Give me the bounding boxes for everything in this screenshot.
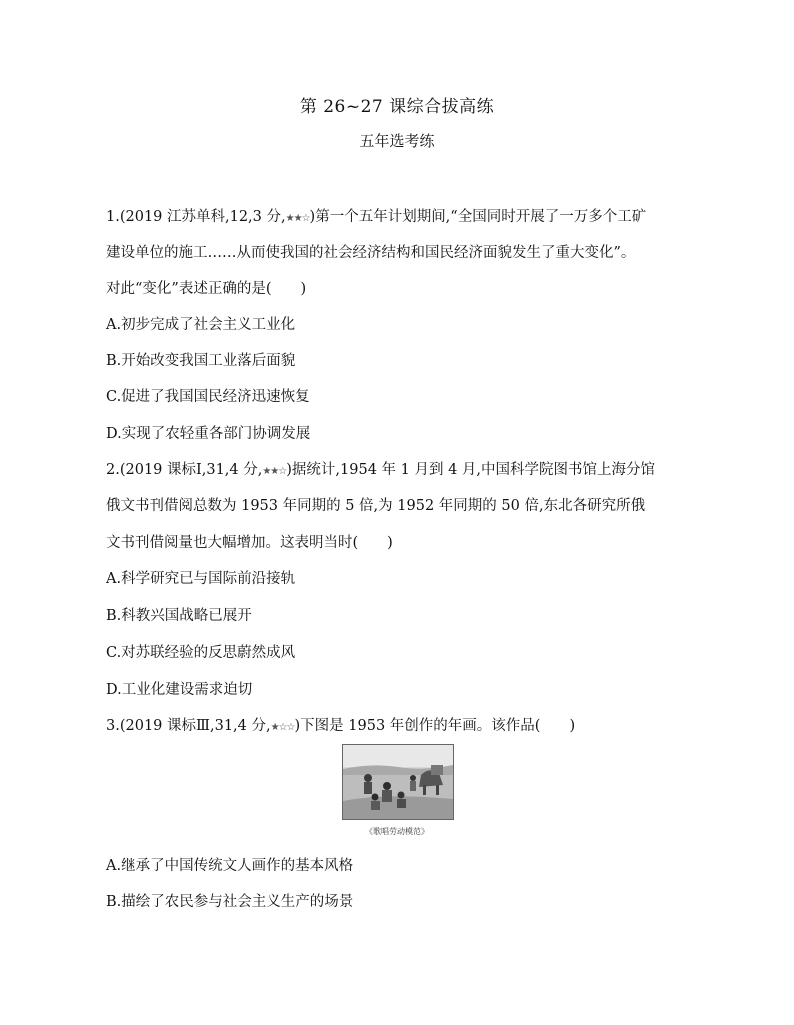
question-2-option-b[interactable]: B.科教兴国战略已展开 [106,608,252,624]
question-1-source: 1.(2019 江苏单科,12,3 分, [106,209,286,225]
question-1-stem [106,207,646,229]
question-2-option-d[interactable]: D.工业化建设需求迫切 [106,682,253,698]
question-3-stem [106,716,575,738]
question-1-option-a[interactable]: A.初步完成了社会主义工业化 [106,317,296,333]
new-year-painting-image [342,744,454,820]
question-2-line-2: 俄文书刊借阅总数为 1953 年同期的 5 倍,为 1952 年同期的 50 倍,东北各研究所俄 [106,498,646,514]
question-1-line-2: 建设单位的施工……从而使我国的社会经济结构和国民经济面貌发生了重大变化”。 [106,245,636,261]
question-1-option-c[interactable]: C.促进了我国国民经济迅速恢复 [106,389,310,405]
page-title: 第 26~27 课综合拔高练 [299,97,495,117]
question-1-option-d[interactable]: D.实现了农轻重各部门协调发展 [106,426,311,442]
question-2-source: 2.(2019 课标Ⅰ,31,4 分, [106,462,263,478]
difficulty-stars-icon: ★☆☆ [270,722,295,733]
question-3-option-a[interactable]: A.继承了中国传统文人画作的基本风格 [106,858,354,874]
question-3-text: )下图是 1953 年创作的年画。该作品( ) [294,718,576,734]
question-1-text: )第一个五年计划期间,“全国同时开展了一万多个工矿 [309,209,647,225]
difficulty-stars-icon: ★★☆ [285,213,310,224]
question-2-option-a[interactable]: A.科学研究已与国际前沿接轨 [106,571,296,587]
question-3-option-b[interactable]: B.描绘了农民参与社会主义生产的场景 [106,894,354,910]
question-3-source: 3.(2019 课标Ⅲ,31,4 分, [106,718,271,734]
figure-caption: 《歌唱劳动模范》 [365,827,429,836]
question-1-option-b[interactable]: B.开始改变我国工业落后面貌 [106,353,296,369]
painting-illustration-icon [343,745,453,819]
question-2-stem [106,460,655,482]
question-2-line-3: 文书刊借阅量也大幅增加。这表明当时( ) [106,535,393,551]
page-subtitle: 五年选考练 [359,132,435,150]
question-1-line-3: 对此“变化”表述正确的是( ) [106,281,307,297]
question-2-option-c[interactable]: C.对苏联经验的反思蔚然成风 [106,645,296,661]
question-2-text: )据统计,1954 年 1 月到 4 月,中国科学院图书馆上海分馆 [286,462,656,478]
difficulty-stars-icon: ★★☆ [262,466,287,477]
